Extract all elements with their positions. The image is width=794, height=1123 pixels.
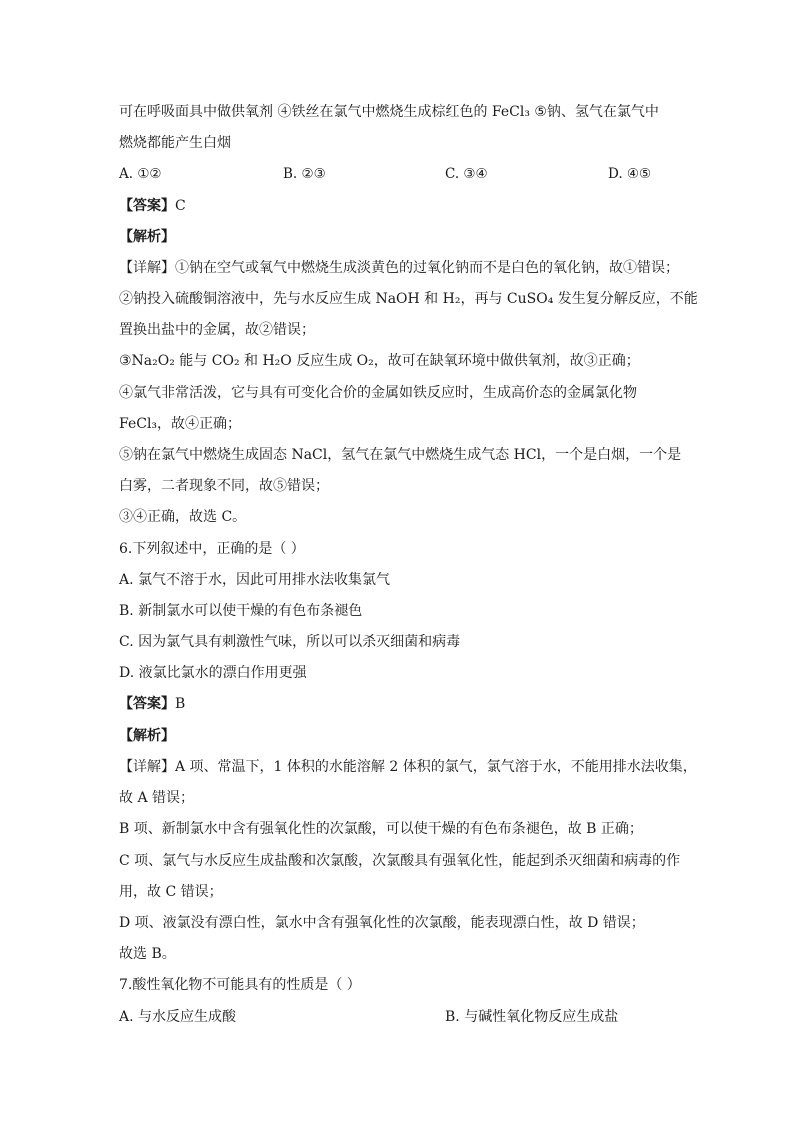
- q5-option-b: B. ②③: [283, 166, 326, 182]
- q5-detail-line: 白雾，二者现象不同，故⑤错误；: [119, 478, 329, 494]
- q5-detail-line: 置换出盐中的金属，故②错误；: [119, 322, 315, 338]
- q5-stem-line2: 燃烧都能产生白烟: [119, 135, 231, 151]
- q5-detail-line: ②钠投入硫酸铜溶液中，先与水反应生成 NaOH 和 H₂，再与 CuSO₄ 发生复分解反应，不能: [119, 291, 698, 307]
- q7-option-b: B. 与碱性氧化物反应生成盐: [445, 1009, 619, 1025]
- q5-detail-line: FeCl₃，故④正确；: [119, 416, 242, 432]
- q6-answer-label: 【答案】: [119, 696, 175, 712]
- q7-stem: 7.酸性氧化物不可能具有的性质是（ ）: [119, 977, 361, 993]
- q5-detail-line: 【详解】①钠在空气或氧气中燃烧生成淡黄色的过氧化钠而不是白色的氧化钠，故①错误；: [119, 260, 679, 276]
- q6-detail-line: B 项、新制氯水中含有强氧化性的次氯酸，可以使干燥的有色布条褪色，故 B 正确；: [119, 821, 643, 837]
- q6-detail-line: 用，故 C 错误；: [119, 884, 223, 900]
- q6-stem: 6.下列叙述中，正确的是（ ）: [119, 541, 305, 557]
- q6-detail-line: C 项、氯气与水反应生成盐酸和次氯酸，次氯酸具有强氧化性，能起到杀灭细菌和病毒的作: [119, 853, 681, 869]
- q5-option-a: A. ①②: [119, 166, 162, 182]
- q5-answer: [119, 197, 186, 215]
- q6-analysis-label: 【解析】: [119, 728, 175, 744]
- q7-option-a: A. 与水反应生成酸: [119, 1009, 237, 1025]
- q5-answer-label: 【答案】: [119, 198, 175, 214]
- q6-answer: [119, 695, 185, 713]
- q6-detail-line: D 项、液氯没有漂白性，氯水中含有强氧化性的次氯酸，能表现漂白性，故 D 错误；: [119, 915, 645, 931]
- q5-detail-line: ⑤钠在氯气中燃烧生成固态 NaCl，氢气在氯气中燃烧生成气态 HCl，一个是白烟，一个是: [119, 447, 682, 463]
- q5-answer-value: C: [175, 198, 186, 214]
- q6-detail-line: 故 A 错误；: [119, 790, 195, 806]
- q5-detail-line: ④氯气非常活泼，它与具有可变化合价的金属如铁反应时，生成高价态的金属氯化物: [119, 385, 637, 401]
- q6-detail-line: 【详解】A 项、常温下，1 体积的水能溶解 2 体积的氯气，氯气溶于水，不能用排水法收集，: [119, 759, 697, 775]
- q6-option-d: D. 液氯比氯水的漂白作用更强: [119, 665, 307, 681]
- q5-analysis-label: 【解析】: [119, 229, 175, 245]
- q6-answer-value: B: [175, 696, 186, 712]
- q6-detail-line: 故选 B。: [119, 946, 176, 962]
- q6-option-c: C. 因为氯气具有刺激性气味，所以可以杀灭细菌和病毒: [119, 634, 461, 650]
- q5-stem-line1: 可在呼吸面具中做供氧剂 ④铁丝在氯气中燃烧生成棕红色的 FeCl₃ ⑤钠、氢气在氯气中: [119, 104, 659, 120]
- q5-option-d: D. ④⑤: [608, 166, 652, 182]
- q6-option-a: A. 氯气不溶于水，因此可用排水法收集氯气: [119, 572, 391, 588]
- q5-option-c: C. ③④: [445, 166, 488, 182]
- q5-detail-line: ③④正确，故选 C。: [119, 509, 247, 525]
- q5-detail-line: ③Na₂O₂ 能与 CO₂ 和 H₂O 反应生成 O₂，故可在缺氧环境中做供氧剂，故③正确；: [119, 353, 640, 369]
- q6-option-b: B. 新制氯水可以使干燥的有色布条褪色: [119, 603, 363, 619]
